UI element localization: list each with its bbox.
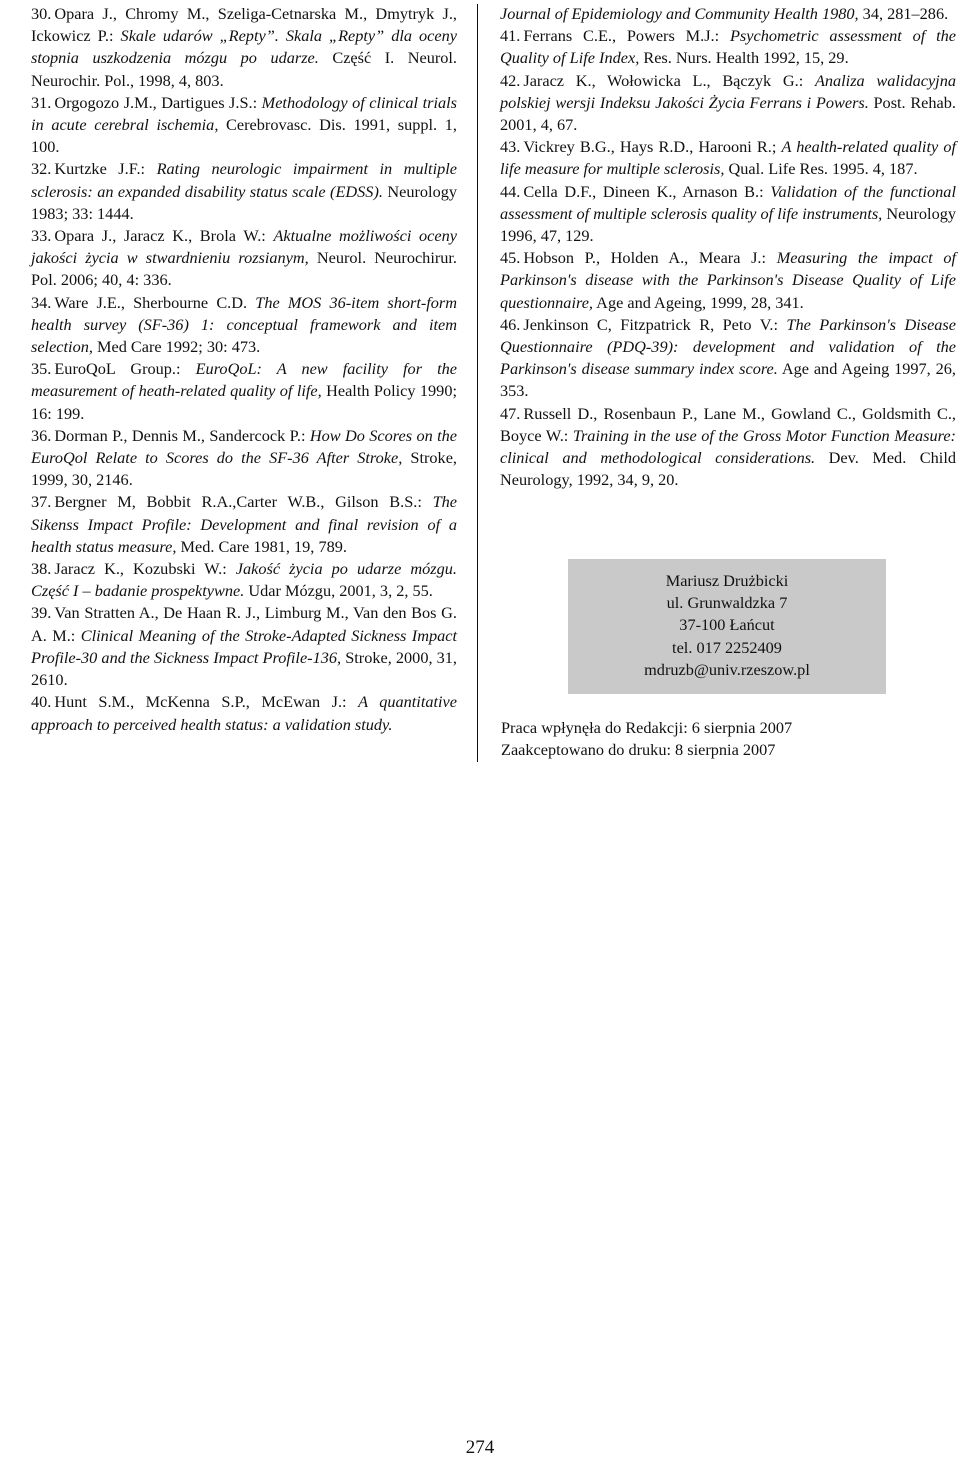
- reference-source: Age and Ageing 1997, 26, 353.: [500, 359, 956, 401]
- reference-authors: Russell D., Rosenbaun P., Lane M., Gowland C., Goldsmith C., Boyce W.: [500, 403, 956, 445]
- reference-source: Udar Mózgu, 2001, 3, 2, 55.: [244, 581, 433, 601]
- reference-authors: Van Stratten A., De Haan R. J., Limburg M., Van den Bos G. A. M.: [31, 603, 457, 645]
- reference-number: 37.: [31, 492, 52, 512]
- reference-title: Measuring the impact of Parkinson's disease with the Parkinson's Disease Quality of Life questionnaire,: [500, 248, 957, 312]
- reference-title: Psychometric assessment of the Quality of Life Index,: [500, 26, 956, 68]
- reference-number: 32.: [31, 159, 52, 179]
- reference-title: The Parkinson's Disease Questionnaire (PDQ-39): development and validation of the Parkinson's disease summary index score.: [500, 314, 956, 379]
- author-contact-box: [568, 559, 886, 694]
- reference-title: Jakość życia po udarze mózgu. Część I – badanie prospektywne.: [31, 559, 457, 601]
- reference-source: Stroke, 2000, 31, 2610.: [31, 647, 457, 690]
- contact-city: 37-100 Łańcut: [679, 615, 775, 635]
- reference-separator: :: [109, 26, 121, 46]
- reference-separator: :: [140, 159, 157, 179]
- reference-list: [500, 25, 956, 491]
- reference-number: 31.: [31, 92, 52, 112]
- reference-source: Med. Care 1981, 19, 789.: [176, 536, 347, 556]
- reference-source: Qual. Life Res. 1995. 4, 187.: [724, 159, 918, 179]
- reference-source: Cerebrovasc. Dis. 1991, suppl. 1, 100.: [31, 115, 457, 157]
- reference-title: Analiza walidacyjna polskiej wersji Indeksu Jakości Życia Ferrans i Powers.: [500, 70, 956, 112]
- reference-number: 42.: [500, 70, 521, 90]
- reference-number: 41.: [500, 26, 521, 46]
- reference-authors: EuroQoL Group.: [54, 359, 176, 379]
- reference-number: 46.: [500, 314, 521, 334]
- reference-item: [31, 491, 457, 558]
- reference-separator: ;: [771, 137, 782, 157]
- reference-item: [500, 70, 956, 137]
- reference-source: Neurol. Neurochirur. Pol. 2006; 40, 4: 336.: [31, 248, 458, 290]
- reference-item: [500, 25, 956, 69]
- reference-number: 35.: [31, 359, 52, 379]
- reference-item: [31, 292, 457, 359]
- reference-title: Rating neurologic impairment in multiple sclerosis: an expanded disability status scale (EDSS).: [31, 159, 457, 201]
- reference-authors: Ware J.E., Sherbourne C.D.: [54, 292, 248, 312]
- reference-separator: :: [342, 692, 359, 712]
- reference-item: [31, 92, 457, 159]
- reference-separator: :: [261, 226, 274, 246]
- reference-separator: :: [798, 70, 815, 90]
- reference-item: [31, 158, 457, 225]
- reference-number: 39.: [31, 603, 52, 623]
- reference-number: 38.: [31, 559, 52, 579]
- reference-item: [31, 558, 457, 602]
- reference-source: Część I. Neurol. Neurochir. Pol., 1998, 4, 803.: [31, 48, 458, 90]
- reference-title: How Do Scores on the EuroQol Relate to Scores do the SF-36 After Stroke,: [31, 425, 457, 468]
- reference-authors: Bergner M, Bobbit R.A.,Carter W.B., Gilson B.S.: [54, 492, 418, 512]
- contact-street: ul. Grunwaldzka 7: [666, 593, 788, 613]
- reference-authors: Hobson P., Holden A., Meara J.: [523, 248, 762, 268]
- reference-source: 34, 281–286.: [858, 4, 949, 23]
- column-divider: [477, 4, 478, 762]
- reference-authors: Jenkinson C, Fitzpatrick R, Peto V.: [523, 314, 774, 334]
- reference-authors: Kurtzke J.F.: [54, 159, 141, 179]
- contact-email: mdruzb@univ.rzeszow.pl: [644, 659, 810, 679]
- reference-item: [500, 136, 956, 180]
- reference-item: [500, 403, 956, 492]
- reference-authors: Dorman P., Dennis M., Sandercock P.: [54, 425, 301, 445]
- reference-authors: Jaracz K., Wołowicka L., Bączyk G.: [523, 70, 799, 90]
- reference-item: [500, 247, 956, 314]
- reference-number: 40.: [31, 692, 52, 712]
- contact-phone: tel. 017 2252409: [672, 637, 782, 657]
- reference-number: 34.: [31, 292, 52, 312]
- references-left-column: [31, 3, 457, 736]
- reference-item: [31, 3, 457, 92]
- reference-separator: :: [759, 181, 771, 201]
- reference-source: Res. Nurs. Health 1992, 15, 29.: [639, 48, 849, 68]
- page-number: 274: [465, 1437, 495, 1458]
- reference-separator: :: [761, 248, 777, 268]
- reference-separator: :: [252, 92, 262, 112]
- reference-number: 45.: [500, 248, 521, 268]
- submission-dates: [501, 717, 941, 761]
- reference-authors: Opara J., Jaracz K., Brola W.: [54, 226, 262, 246]
- reference-continuation: [500, 3, 956, 25]
- received-date: Praca wpłynęła do Redakcji: 6 sierpnia 2007: [501, 718, 793, 737]
- reference-number: 43.: [500, 137, 521, 157]
- reference-source: Post. Rehab. 2001, 4, 67.: [500, 92, 956, 135]
- reference-title: The MOS 36-item short-form health survey (SF-36) 1: conceptual framework and item selection,: [31, 292, 458, 357]
- reference-item: [31, 225, 457, 292]
- reference-number: 33.: [31, 226, 52, 246]
- references-right-column: [500, 3, 956, 491]
- reference-source: Dev. Med. Child Neurology, 1992, 34, 9, 20.: [500, 448, 956, 490]
- reference-title: Journal of Epidemiology and Community Health 1980,: [500, 4, 859, 23]
- reference-source: Neurology 1996, 47, 129.: [500, 203, 956, 246]
- reference-item: [500, 314, 956, 403]
- reference-separator: :: [773, 314, 787, 334]
- reference-title: Aktualne możliwości oceny jakości życia w stwardnieniu rozsianym,: [31, 226, 457, 268]
- contact-name: Mariusz Drużbicki: [665, 571, 789, 590]
- reference-title: Validation of the functional assessment of multiple sclerosis quality of life instruments,: [500, 181, 956, 223]
- accepted-date: Zaakceptowano do druku: 8 sierpnia 2007: [501, 740, 776, 760]
- reference-title: EuroQoL: A new facility for the measurement of heath-related quality of life,: [31, 359, 457, 401]
- reference-item: [500, 181, 956, 248]
- reference-number: 47.: [500, 403, 521, 423]
- reference-separator: :: [70, 625, 81, 645]
- reference-title: The Sikenss Impact Profile: Development and final revision of a health status measure,: [31, 492, 457, 556]
- reference-source: Stroke, 1999, 30, 2146.: [31, 448, 457, 490]
- reference-item: [31, 425, 457, 492]
- reference-title: Methodology of clinical trials in acute cerebral ischemia,: [31, 92, 457, 135]
- reference-list: [31, 3, 457, 736]
- reference-title: A quantitative approach to perceived health status: a validation study.: [31, 692, 457, 734]
- reference-title: Clinical Meaning of the Stroke-Adapted Sickness Impact Profile-30 and the Sickness Impact Profile-136,: [31, 625, 457, 667]
- reference-title: A health-related quality of life measure for multiple sclerosis,: [500, 137, 956, 179]
- reference-authors: Opara J., Chromy M., Szeliga-Cetnarska M., Dmytryk J., Ickowicz P.: [31, 4, 457, 46]
- reference-source: Neurology 1983; 33: 1444.: [31, 181, 458, 223]
- reference-source: Age and Ageing, 1999, 28, 341.: [593, 292, 804, 312]
- reference-number: 44.: [500, 181, 521, 201]
- reference-separator: :: [417, 492, 433, 512]
- reference-item: [31, 691, 457, 735]
- reference-number: 36.: [31, 425, 52, 445]
- reference-authors: Hunt S.M., McKenna S.P., McEwan J.: [54, 692, 343, 712]
- reference-title: Skale udarów „Repty”. Skala „Repty” dla oceny stopnia uszkodzenia mózgu po udarze.: [31, 26, 457, 68]
- reference-source: Med Care 1992; 30: 473.: [92, 337, 261, 357]
- reference-authors: Orgogozo J.M., Dartigues J.S.: [54, 92, 253, 112]
- reference-number: 30.: [31, 4, 52, 23]
- reference-separator: :: [300, 425, 310, 445]
- reference-item: [31, 602, 457, 691]
- reference-separator: :: [563, 425, 573, 445]
- reference-item: [31, 358, 457, 425]
- reference-separator: :: [222, 559, 236, 579]
- reference-authors: Vickrey B.G., Hays R.D., Harooni R.: [523, 137, 772, 157]
- reference-authors: Ferrans C.E., Powers M.J.: [523, 26, 715, 46]
- reference-title: Training in the use of the Gross Motor Function Measure: clinical and methodological considerations.: [500, 425, 956, 468]
- reference-authors: Jaracz K., Kozubski W.: [54, 559, 223, 579]
- reference-authors: Cella D.F., Dineen K., Arnason B.: [523, 181, 760, 201]
- reference-separator: :: [176, 359, 196, 379]
- reference-source: Health Policy 1990; 16: 199.: [31, 381, 457, 423]
- reference-separator: :: [714, 26, 730, 46]
